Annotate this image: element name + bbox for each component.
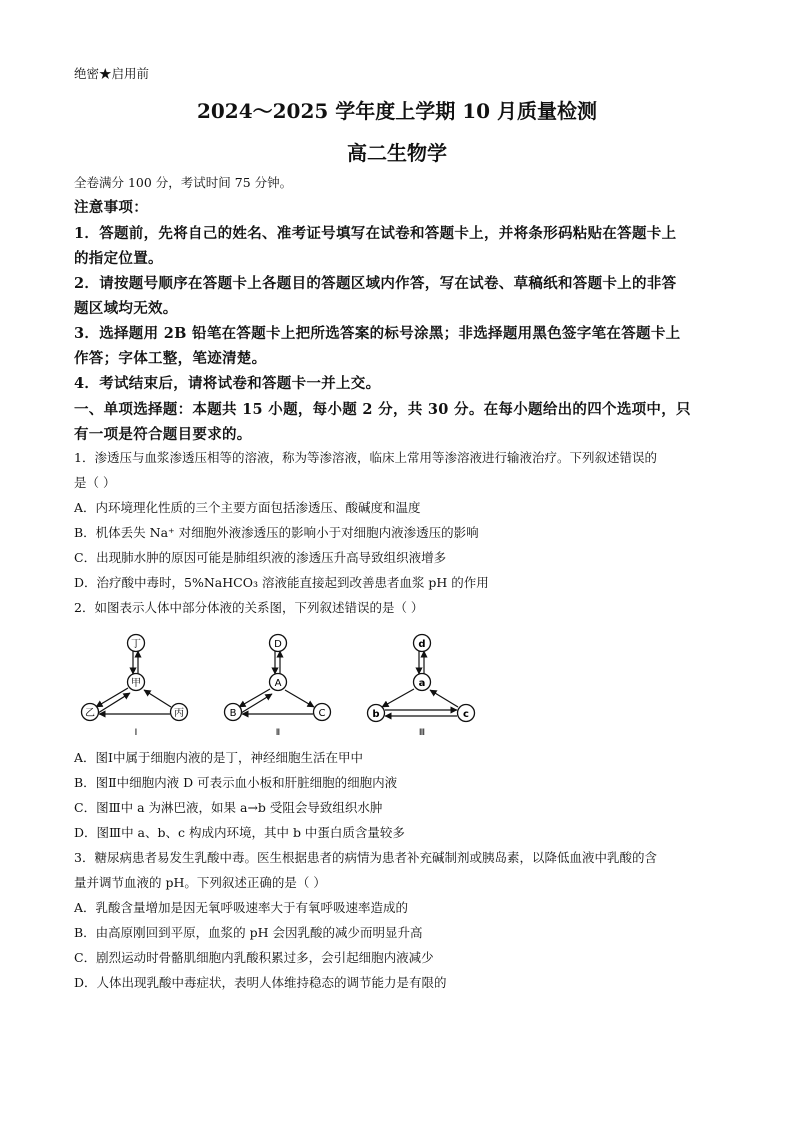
body-fluid-diagram <box>74 628 494 738</box>
section-heading: 一、单项选择题：本题共 15 小题，每小题 2 分，共 30 分。在每小题给出的四个选项中，只 <box>74 401 691 418</box>
diagram-3-label: Ⅲ <box>418 728 426 738</box>
diagram-2-label: Ⅱ <box>275 728 281 738</box>
diagram-3 <box>368 635 475 739</box>
q1-stem: 1．渗透压与血浆渗透压相等的溶液，称为等渗溶液，临床上常用等渗溶液进行输液治疗。下列叙述错误的 <box>74 450 657 465</box>
q3-option-d: D．人体出现乳酸中毒症状，表明人体维持稳态的调节能力是有限的 <box>74 975 447 990</box>
diagram-2-node-mid: A <box>274 678 282 689</box>
q3-stem: 3．糖尿病患者易发生乳酸中毒。医生根据患者的病情为患者补充碱制剂或胰岛素，以降低血液中乳酸的含 <box>74 850 657 865</box>
diagram-1-node-right: 丙 <box>174 708 184 719</box>
diagram-2-node-right: C <box>318 708 326 719</box>
q2-option-a: A．图Ⅰ中属于细胞内液的是丁，神经细胞生活在甲中 <box>74 750 363 765</box>
q3-option-c: C．剧烈运动时骨骼肌细胞内乳酸积累过多，会引起细胞内液减少 <box>74 950 434 965</box>
q3-stem-cont: 量并调节血液的 pH。下列叙述正确的是（ ） <box>74 875 326 890</box>
q2-option-d: D．图Ⅲ中 a、b、c 构成内环境，其中 b 中蛋白质含量较多 <box>74 825 405 840</box>
q2-option-b: B．图Ⅱ中细胞内液 D 可表示血小板和肝脏细胞的细胞内液 <box>74 775 398 790</box>
diagram-1-node-mid: 甲 <box>131 678 141 689</box>
notice-item-4: 4．考试结束后，请将试卷和答题卡一并上交。 <box>74 375 381 392</box>
notice-item-2-cont: 题区域均无效。 <box>74 300 178 317</box>
q3-option-b: B．由高原刚回到平原，血浆的 pH 会因乳酸的减少而明显升高 <box>74 925 423 940</box>
q1-stem-cont: 是（ ） <box>74 475 116 490</box>
notice-item-1-cont: 的指定位置。 <box>74 250 163 267</box>
diagram-1-label: Ⅰ <box>134 728 138 738</box>
notice-item-2: 2．请按题号顺序在答题卡上各题目的答题区域内作答，写在试卷、草稿纸和答题卡上的非答 <box>74 275 677 292</box>
diagram-3-node-mid: a <box>418 678 426 689</box>
diagram-3-node-top: d <box>418 639 426 650</box>
q1-option-a: A．内环境理化性质的三个主要方面包括渗透压、酸碱度和温度 <box>74 500 421 515</box>
q1-option-c: C．出现肺水肿的原因可能是肺组织液的渗透压升高导致组织液增多 <box>74 550 447 565</box>
secret-label: 绝密★启用前 <box>74 66 150 81</box>
notice-item-1: 1．答题前，先将自己的姓名、准考证号填写在试卷和答题卡上，并将条形码粘贴在答题卡上 <box>74 225 677 242</box>
q2-stem: 2．如图表示人体中部分体液的关系图，下列叙述错误的是（ ） <box>74 600 424 615</box>
diagram-1-node-left: 乙 <box>85 708 95 719</box>
q1-option-d: D．治疗酸中毒时，5%NaHCO₃ 溶液能直接起到改善患者血浆 pH 的作用 <box>74 575 489 590</box>
diagram-2 <box>225 635 331 739</box>
exam-subtitle: 高二生物学 <box>347 141 447 165</box>
section-heading-cont: 有一项是符合题目要求的。 <box>74 426 252 443</box>
diagram-2-node-left: B <box>229 708 237 719</box>
notice-item-3-cont: 作答；字体工整，笔迹清楚。 <box>74 350 267 367</box>
notice-item-3: 3．选择题用 2B 铅笔在答题卡上把所选答案的标号涂黑；非选择题用黑色签字笔在答题卡上 <box>74 325 681 342</box>
diagram-2-node-top: D <box>274 639 282 650</box>
diagram-1-node-top: 丁 <box>131 639 141 650</box>
q1-option-b: B．机体丢失 Na⁺ 对细胞外液渗透压的影响小于对细胞内液渗透压的影响 <box>74 525 479 540</box>
diagram-1 <box>82 635 188 739</box>
q3-option-a: A．乳酸含量增加是因无氧呼吸速率大于有氧呼吸速率造成的 <box>74 900 409 915</box>
diagram-3-node-right: c <box>463 709 469 720</box>
q2-option-c: C．图Ⅲ中 a 为淋巴液，如果 a→b 受阻会导致组织水肿 <box>74 800 383 815</box>
notice-heading: 注意事项： <box>74 199 148 216</box>
exam-title: 2024～2025 学年度上学期 10 月质量检测 <box>196 99 598 123</box>
diagram-3-node-left: b <box>372 709 380 720</box>
exam-info: 全卷满分 100 分，考试时间 75 分钟。 <box>74 175 293 190</box>
